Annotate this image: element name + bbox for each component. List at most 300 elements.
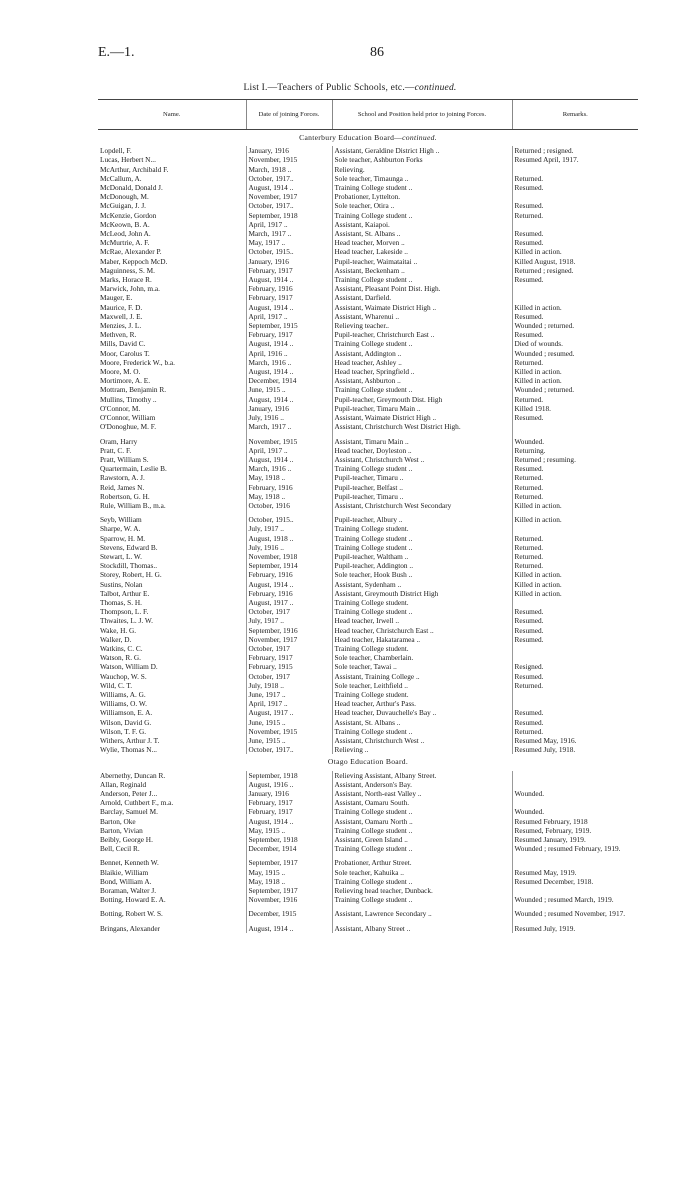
table-row (98, 339, 638, 348)
table-row (98, 780, 638, 789)
school-position: Sole teacher, Tawai .. (332, 662, 512, 671)
teacher-name: O'Connor, William (100, 413, 156, 423)
table-body (98, 130, 638, 933)
teacher-name: McDonough, M. (100, 192, 149, 202)
school-position: Assistant, Christchurch West .. (332, 455, 512, 464)
table-row (98, 266, 638, 275)
date-joined: October, 1917 (246, 607, 332, 616)
remarks: Resumed. (512, 635, 638, 644)
table-header-row (98, 100, 638, 130)
table-row (98, 798, 638, 807)
date-joined: February, 1917 (246, 293, 332, 302)
school-position: Training College student .. (332, 534, 512, 543)
remarks: Killed in action. (512, 376, 638, 385)
date-joined: March, 1917 .. (246, 229, 332, 238)
remarks: Returned. (512, 534, 638, 543)
teacher-name: McRae, Alexander P. (100, 247, 162, 257)
remarks: Returned. (512, 211, 638, 220)
remarks (512, 771, 638, 780)
date-joined: July, 1917 .. (246, 616, 332, 625)
table-row (98, 681, 638, 690)
remarks (512, 284, 638, 293)
date-joined: March, 1916 .. (246, 464, 332, 473)
school-position: Pupil-teacher, Timaru Main .. (332, 404, 512, 413)
date-joined: February, 1917 (246, 798, 332, 807)
teacher-name: Maxwell, J. E. (100, 311, 143, 321)
table-row (98, 201, 638, 210)
remarks (512, 690, 638, 699)
school-position: Pupil-teacher, Albury .. (332, 515, 512, 524)
teacher-name: Oram, Harry (100, 436, 138, 446)
remarks: Killed in action. (512, 501, 638, 510)
table-row (98, 524, 638, 533)
table-row (98, 895, 638, 904)
date-joined: April, 1916 .. (246, 349, 332, 358)
school-position: Assistant, Green Island .. (332, 835, 512, 844)
date-joined: July, 1916 .. (246, 413, 332, 422)
teacher-name: Lucas, Herbert N... (100, 155, 156, 165)
table-row (98, 877, 638, 886)
teacher-name: McKenzie, Gordon (100, 210, 157, 220)
date-joined: June, 1915 .. (246, 385, 332, 394)
date-joined: August, 1914 .. (246, 275, 332, 284)
remarks: Killed in action. (512, 303, 638, 312)
remarks (512, 653, 638, 662)
remarks (512, 293, 638, 302)
teacher-name: Wild, C. T. (100, 680, 133, 690)
school-position: Training College student .. (332, 826, 512, 835)
date-joined: May, 1917 .. (246, 238, 332, 247)
table-row (98, 817, 638, 826)
school-position: Relieving teacher.. (332, 321, 512, 330)
date-joined: October, 1915.. (246, 515, 332, 524)
date-joined: January, 1916 (246, 789, 332, 798)
remarks: Returned. (512, 174, 638, 183)
school-position: Assistant, Kaiapoi. (332, 220, 512, 229)
school-position: Assistant, Greymouth District High (332, 589, 512, 598)
table-row (98, 552, 638, 561)
teacher-name: Maurice, F. D. (100, 302, 143, 312)
remarks: Resumed May, 1919. (512, 868, 638, 877)
table-row (98, 570, 638, 579)
school-position: Sole teacher, Ashburton Forks (332, 155, 512, 164)
table-row (98, 844, 638, 853)
school-position: Training College student .. (332, 844, 512, 853)
table-row (98, 718, 638, 727)
table-row (98, 789, 638, 798)
remarks: Resumed February, 1918 (512, 817, 638, 826)
school-position: Training College student .. (332, 211, 512, 220)
teacher-name: Robertson, G. H. (100, 491, 150, 501)
date-joined: January, 1916 (246, 257, 332, 266)
remarks: Resumed. (512, 464, 638, 473)
teacher-name: Lopdell, F. (100, 146, 132, 156)
teacher-name: Seyb, William (100, 515, 142, 525)
school-position: Head teacher, Hakataramea .. (332, 635, 512, 644)
school-position: Assistant, Addington .. (332, 349, 512, 358)
school-position: Training College student .. (332, 607, 512, 616)
teacher-name: Quartermain, Leslie B. (100, 464, 167, 474)
table-row (98, 376, 638, 385)
table-row (98, 464, 638, 473)
date-joined: November, 1915 (246, 155, 332, 164)
remarks: Returned. (512, 473, 638, 482)
list-title-continued: continued. (414, 83, 457, 93)
teacher-name: Beibly, George H. (100, 835, 153, 845)
date-joined: June, 1915 .. (246, 718, 332, 727)
table-row (98, 644, 638, 653)
school-position: Assistant, Pleasant Point Dist. High. (332, 284, 512, 293)
school-position: Relieving .. (332, 745, 512, 754)
teacher-name: Pratt, C. F. (100, 445, 132, 455)
date-joined: April, 1917 .. (246, 699, 332, 708)
table-row (98, 626, 638, 635)
teacher-name: Williams, O. W. (100, 699, 147, 709)
remarks: Killed 1918. (512, 404, 638, 413)
column-header-remarks: Remarks. (512, 100, 638, 130)
remarks: Returned. (512, 395, 638, 404)
table-row (98, 404, 638, 413)
date-joined: October, 1917 (246, 672, 332, 681)
remarks: Killed in action. (512, 570, 638, 579)
teacher-name: Boraman, Walter J. (100, 886, 157, 896)
table-row (98, 515, 638, 524)
date-joined: August, 1914 .. (246, 339, 332, 348)
school-position: Head teacher, Christchurch East .. (332, 626, 512, 635)
school-position: Assistant, Ashburton .. (332, 376, 512, 385)
school-position: Assistant, Beckenham .. (332, 266, 512, 275)
remarks: Killed in action. (512, 515, 638, 524)
teacher-name: Williamson, E. A. (100, 708, 153, 718)
remarks (512, 165, 638, 174)
remarks: Resumed. (512, 672, 638, 681)
teacher-name: Wauchop, W. S. (100, 671, 147, 681)
teacher-name: Maber, Keppoch McD. (100, 256, 168, 266)
table-row (98, 211, 638, 220)
school-position: Sole teacher, Leithfield .. (332, 681, 512, 690)
remarks: Wounded ; returned. (512, 321, 638, 330)
remarks: Returned. (512, 543, 638, 552)
teacher-name: Thompson, L. F. (100, 607, 149, 617)
remarks: Resumed. (512, 718, 638, 727)
teacher-name: McMurtrie, A. F. (100, 238, 150, 248)
table-row (98, 395, 638, 404)
school-position: Assistant, Christchurch West Secondary (332, 501, 512, 510)
school-position: Assistant, Lawrence Secondary .. (332, 909, 512, 918)
school-position: Assistant, St. Albans .. (332, 229, 512, 238)
date-joined: June, 1915 .. (246, 736, 332, 745)
remarks (512, 422, 638, 431)
table-row (98, 699, 638, 708)
teacher-name: Reid, James N. (100, 482, 145, 492)
table-row (98, 858, 638, 867)
teacher-name: Thwaites, L. J. W. (100, 616, 153, 626)
date-joined: September, 1915 (246, 321, 332, 330)
teacher-name: Methven, R. (100, 330, 137, 340)
table-row (98, 745, 638, 754)
date-joined: August, 1916 .. (246, 780, 332, 789)
remarks: Returned. (512, 492, 638, 501)
teacher-name: Watson, William D. (100, 662, 158, 672)
school-position: Head teacher, Arthur's Pass. (332, 699, 512, 708)
teacher-name: Moore, Frederick W., b.a. (100, 357, 175, 367)
date-joined: August, 1914 .. (246, 455, 332, 464)
date-joined: May, 1915 .. (246, 868, 332, 877)
table-row (98, 826, 638, 835)
school-position: Relieving Assistant, Albany Street. (332, 771, 512, 780)
table-row (98, 483, 638, 492)
date-joined: September, 1918 (246, 211, 332, 220)
school-position: Training College student .. (332, 877, 512, 886)
school-position: Training College student .. (332, 464, 512, 473)
table-row (98, 413, 638, 422)
school-position: Training College student .. (332, 807, 512, 816)
date-joined: October, 1917.. (246, 745, 332, 754)
table-row (98, 534, 638, 543)
remarks (512, 780, 638, 789)
table-row (98, 662, 638, 671)
school-position: Assistant, Oamaru South. (332, 798, 512, 807)
table-row (98, 771, 638, 780)
column-header-school: School and Position held prior to joining Forces. (332, 100, 512, 130)
table-row (98, 155, 638, 164)
school-position: Training College student .. (332, 275, 512, 284)
school-position: Pupil-teacher, Timaru .. (332, 492, 512, 501)
school-position: Training College student .. (332, 727, 512, 736)
date-joined: August, 1914 .. (246, 580, 332, 589)
date-joined: September, 1918 (246, 771, 332, 780)
date-joined: February, 1916 (246, 483, 332, 492)
school-position: Sole teacher, Otira .. (332, 201, 512, 210)
teacher-name: Mauger, E. (100, 293, 133, 303)
school-position: Assistant, Christchurch West .. (332, 736, 512, 745)
list-title-main: List I.—Teachers of Public Schools, etc.— (243, 83, 415, 93)
school-position: Pupil-teacher, Addington .. (332, 561, 512, 570)
table-row (98, 589, 638, 598)
school-position: Assistant, Waimate District High .. (332, 413, 512, 422)
remarks: Wounded. (512, 437, 638, 446)
remarks: Wounded ; resumed. (512, 349, 638, 358)
date-joined: November, 1915 (246, 727, 332, 736)
teacher-name: Wake, H. G. (100, 625, 137, 635)
remarks: Resumed. (512, 413, 638, 422)
table-row (98, 247, 638, 256)
table-row (98, 886, 638, 895)
teacher-name: Wilson, David G. (100, 717, 152, 727)
date-joined: April, 1917 .. (246, 446, 332, 455)
date-joined: November, 1918 (246, 552, 332, 561)
remarks: Returned ; resuming. (512, 455, 638, 464)
table-row (98, 835, 638, 844)
school-position: Probationer, Arthur Street. (332, 858, 512, 867)
teacher-name: Menzies, J. L. (100, 321, 142, 331)
date-joined: January, 1916 (246, 146, 332, 155)
school-position: Pupil-teacher, Waimataitai .. (332, 257, 512, 266)
date-joined: September, 1917 (246, 858, 332, 867)
remarks: Killed in action. (512, 589, 638, 598)
table-row (98, 446, 638, 455)
table-row (98, 543, 638, 552)
table-row (98, 561, 638, 570)
table-row (98, 229, 638, 238)
teacher-name: Sparrow, H. M. (100, 533, 146, 543)
remarks: Resumed July, 1918. (512, 745, 638, 754)
teacher-name: Marwick, John, m.a. (100, 284, 160, 294)
table-row (98, 349, 638, 358)
teacher-name: Abernethy, Duncan R. (100, 770, 166, 780)
date-joined: December, 1914 (246, 844, 332, 853)
table-row (98, 909, 638, 918)
teacher-name: McGuigan, J. J. (100, 201, 147, 211)
section-title-continued: continued. (402, 133, 437, 142)
teacher-name: McDonald, Donald J. (100, 183, 163, 193)
table-row (98, 192, 638, 201)
teacher-name: McLeod, John A. (100, 229, 151, 239)
teacher-name: Moor, Carolus T. (100, 348, 150, 358)
teacher-name: Anderson, Peter J... (100, 789, 158, 799)
table-row (98, 807, 638, 816)
date-joined: September, 1916 (246, 626, 332, 635)
remarks: Killed in action. (512, 247, 638, 256)
table-row (98, 293, 638, 302)
remarks: Resumed December, 1918. (512, 877, 638, 886)
date-joined: February, 1917 (246, 266, 332, 275)
remarks: Resumed. (512, 201, 638, 210)
date-joined: October, 1917 (246, 644, 332, 653)
date-joined: January, 1916 (246, 404, 332, 413)
remarks: Killed in action. (512, 367, 638, 376)
column-header-date: Date of joining Forces. (246, 100, 332, 130)
remarks (512, 886, 638, 895)
remarks: Returned. (512, 552, 638, 561)
school-position: Sole teacher, Chamberlain. (332, 653, 512, 662)
table-row (98, 924, 638, 933)
date-joined: August, 1914 .. (246, 817, 332, 826)
date-joined: April, 1917 .. (246, 312, 332, 321)
school-position: Assistant, Anderson's Bay. (332, 780, 512, 789)
remarks: Wounded ; resumed March, 1919. (512, 895, 638, 904)
teacher-name: Watson, R. G. (100, 653, 141, 663)
teacher-name: Watkins, C. C. (100, 643, 143, 653)
teacher-name: Maguinness, S. M. (100, 265, 155, 275)
remarks: Returned ; resigned. (512, 266, 638, 275)
school-position: Sole teacher, Kahuika .. (332, 868, 512, 877)
remarks: Returned. (512, 561, 638, 570)
date-joined: November, 1916 (246, 895, 332, 904)
teacher-name: Wilson, T. F. G. (100, 726, 147, 736)
date-joined: August, 1914 .. (246, 395, 332, 404)
table-row (98, 501, 638, 510)
table-row (98, 616, 638, 625)
teachers-table (98, 99, 638, 933)
date-joined: July, 1918 .. (246, 681, 332, 690)
date-joined: August, 1914 .. (246, 367, 332, 376)
teacher-name: Stewart, L. W. (100, 551, 142, 561)
date-joined: July, 1916 .. (246, 543, 332, 552)
remarks: Resigned. (512, 662, 638, 671)
school-position: Assistant, Sydenham .. (332, 580, 512, 589)
date-joined: November, 1915 (246, 437, 332, 446)
date-joined: July, 1917 .. (246, 524, 332, 533)
teacher-name: Allan, Reginald (100, 779, 147, 789)
date-joined: August, 1914 .. (246, 183, 332, 192)
section-title: Canterbury Education Board— (299, 133, 403, 142)
date-joined: October, 1916 (246, 501, 332, 510)
table-row (98, 303, 638, 312)
school-position: Pupil-teacher, Waltham .. (332, 552, 512, 561)
school-position: Assistant, Christchurch West District High. (332, 422, 512, 431)
table-row (98, 174, 638, 183)
remarks: Resumed. (512, 183, 638, 192)
date-joined: March, 1918 .. (246, 165, 332, 174)
school-position: Training College student. (332, 524, 512, 533)
school-position: Assistant, Waimate District High .. (332, 303, 512, 312)
date-joined: December, 1914 (246, 376, 332, 385)
remarks: Resumed April, 1917. (512, 155, 638, 164)
remarks: Wounded ; resumed February, 1919. (512, 844, 638, 853)
remarks (512, 858, 638, 867)
teacher-name: Barton, Vivian (100, 825, 143, 835)
teacher-name: Arnold, Cuthbert F., m.a. (100, 798, 174, 808)
date-joined: May, 1915 .. (246, 826, 332, 835)
school-position: Assistant, Oamaru North .. (332, 817, 512, 826)
remarks (512, 598, 638, 607)
table-row (98, 275, 638, 284)
school-position: Pupil-teacher, Belfast .. (332, 483, 512, 492)
teacher-name: O'Donoghue, M. F. (100, 422, 157, 432)
school-position: Assistant, Timaru Main .. (332, 437, 512, 446)
table-row (98, 598, 638, 607)
table-row (98, 635, 638, 644)
remarks: Returned. (512, 358, 638, 367)
teacher-name: Barton, Oke (100, 816, 136, 826)
date-joined: November, 1917 (246, 192, 332, 201)
date-joined: February, 1915 (246, 662, 332, 671)
teacher-name: Sustins, Nolan (100, 579, 143, 589)
remarks: Resumed January, 1919. (512, 835, 638, 844)
remarks: Resumed. (512, 626, 638, 635)
teacher-name: McArthur, Archibald F. (100, 164, 169, 174)
teacher-name: Thomas, S. H. (100, 597, 142, 607)
date-joined: October, 1917.. (246, 201, 332, 210)
teacher-name: Marks, Horace R. (100, 275, 152, 285)
teacher-name: Botting, Howard E. A. (100, 895, 166, 905)
table-row (98, 321, 638, 330)
table-row (98, 607, 638, 616)
school-position: Probationer, Lyttelton. (332, 192, 512, 201)
remarks: Killed August, 1918. (512, 257, 638, 266)
remarks: Resumed July, 1919. (512, 924, 638, 933)
table-row (98, 422, 638, 431)
list-title (0, 83, 700, 93)
school-position: Training College student. (332, 644, 512, 653)
date-joined: February, 1916 (246, 589, 332, 598)
table-row (98, 653, 638, 662)
school-position: Head teacher, Springfield .. (332, 367, 512, 376)
school-position: Training College student .. (332, 183, 512, 192)
remarks: Resumed. (512, 275, 638, 284)
page-number: 86 (370, 45, 384, 60)
date-joined: February, 1917 (246, 807, 332, 816)
date-joined: August, 1917 .. (246, 708, 332, 717)
table-row (98, 330, 638, 339)
teacher-name: O'Connor, M. (100, 403, 141, 413)
date-joined: October, 1915.. (246, 247, 332, 256)
remarks (512, 644, 638, 653)
date-joined: November, 1917 (246, 635, 332, 644)
school-position: Relieving. (332, 165, 512, 174)
school-position: Assistant, Albany Street .. (332, 924, 512, 933)
